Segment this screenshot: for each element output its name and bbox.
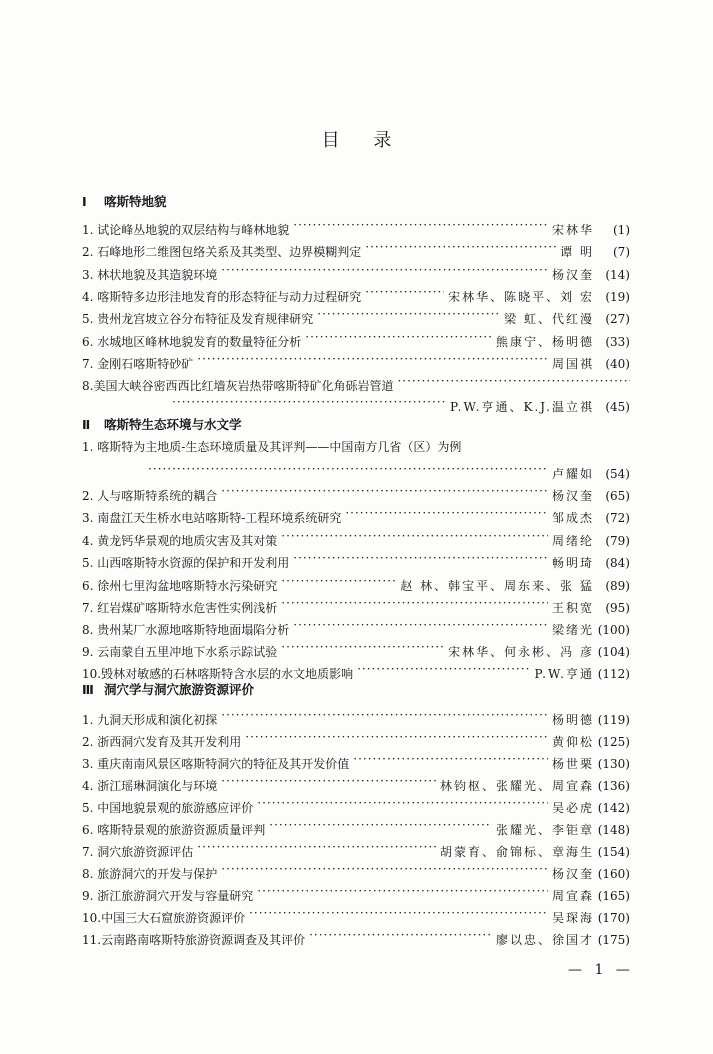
entry-title: 8. 旅游洞穴的开发与保护	[82, 867, 218, 881]
toc-entry	[82, 238, 630, 259]
entry-title: 7. 金刚石喀斯特砂矿	[82, 357, 194, 371]
entry-authors: 畅明琦	[551, 556, 594, 570]
entry-title: 4. 浙江瑶琳洞演化与环境	[82, 779, 218, 793]
section-title: 喀斯特地貌	[104, 194, 167, 209]
entry-page: (27)	[605, 312, 630, 326]
entry-title: 1. 九洞天形成和演化初探	[82, 713, 218, 727]
entry-title: 10.毁林对敏感的石林喀斯特含水层的水文地质影响	[82, 667, 354, 681]
entry-authors: 吴必虎	[551, 801, 594, 815]
entry-title: 5. 山西喀斯特水资源的保护和开发利用	[82, 556, 290, 570]
dot-leader	[221, 261, 548, 279]
toc-entry	[82, 328, 630, 349]
entry-page: (40)	[605, 357, 630, 371]
toc-entry	[82, 305, 630, 326]
entry-title: 3. 林状地貌及其造貌环境	[82, 268, 218, 282]
entry-page: (54)	[605, 467, 630, 481]
page-title: 目 录	[321, 130, 406, 151]
toc-entry	[82, 438, 630, 456]
dot-leader	[281, 594, 548, 612]
dot-leader	[197, 350, 548, 368]
toc-entry	[82, 638, 630, 659]
entry-authors: 周国祺	[551, 357, 594, 371]
dot-leader	[293, 216, 548, 234]
entry-authors: 卢耀如	[551, 467, 594, 481]
entry-page: (112)	[597, 667, 630, 681]
entry-page: (154)	[597, 845, 630, 859]
dot-leader	[221, 706, 548, 724]
entry-title: 1. 试论峰丛地貌的双层结构与峰林地貌	[82, 223, 290, 237]
dot-leader	[281, 572, 396, 590]
entry-title: 5. 中国地貌景观的旅游感应评价	[82, 801, 254, 815]
entry-authors: 宋林华、何永彬、冯 彦	[448, 645, 594, 659]
entry-authors: 林钧枢、张耀光、周宣森	[439, 779, 594, 793]
entry-authors: 赵 林、韩宝平、周东来、张 猛	[400, 579, 594, 593]
toc-entry	[82, 572, 630, 593]
dot-leader	[148, 460, 548, 478]
section-heading	[82, 681, 254, 699]
entry-authors: 梁绪光	[551, 623, 594, 637]
dot-leader	[245, 728, 548, 746]
entry-title: 8.美国大峡谷密西西比红墙灰岩热带喀斯特矿化角砾岩管道	[82, 379, 394, 393]
entry-page: (79)	[605, 534, 630, 548]
entry-authors: 杨汉奎	[551, 867, 594, 881]
entry-page: (95)	[605, 601, 630, 615]
section-number: Ⅲ	[82, 682, 94, 697]
entry-authors: 廖以忠、徐国才	[495, 933, 594, 947]
entry-page: (72)	[605, 511, 630, 525]
entry-page: (84)	[605, 556, 630, 570]
entry-title: 3. 重庆南南风景区喀斯特洞穴的特征及其开发价值	[82, 757, 350, 771]
toc-entry-continued	[82, 460, 630, 481]
toc-entry	[82, 772, 630, 793]
dot-leader	[281, 638, 444, 656]
dot-leader	[293, 549, 548, 567]
entry-authors: 王积宽	[551, 601, 594, 615]
page-number: — 1 —	[568, 962, 634, 978]
toc-entry	[82, 904, 630, 925]
toc-entry	[82, 504, 630, 525]
entry-title: 3. 南盘江天生桥水电站喀斯特-工程环境系统研究	[82, 511, 342, 525]
entry-page: (89)	[605, 579, 630, 593]
toc-entry	[82, 860, 630, 881]
dot-leader	[305, 328, 492, 346]
dot-leader	[221, 482, 548, 500]
toc-entry	[82, 616, 630, 637]
entry-page: (130)	[597, 757, 630, 771]
dot-leader	[221, 860, 548, 878]
section-title: 洞穴学与洞穴旅游资源评价	[104, 682, 255, 697]
entry-title: 4. 喀斯特多边形洼地发育的形态特征与动力过程研究	[82, 290, 362, 304]
toc-entry	[82, 728, 630, 749]
entry-page: (65)	[605, 489, 630, 503]
section-number: Ⅰ	[82, 194, 87, 209]
toc-entry	[82, 350, 630, 371]
entry-title: 7. 红岩煤矿喀斯特水危害性实例浅析	[82, 601, 278, 615]
dot-leader	[293, 616, 548, 634]
entry-authors: 吴琛海	[551, 911, 594, 925]
dot-leader	[269, 816, 492, 834]
entry-title: 6. 徐州七里沟盆地喀斯特水污染研究	[82, 579, 278, 593]
entry-page: (7)	[613, 245, 630, 259]
entry-page: (142)	[597, 801, 630, 815]
entry-authors: 杨世栗	[551, 757, 594, 771]
toc-entry	[82, 527, 630, 548]
toc-entry	[82, 750, 630, 771]
dot-leader	[357, 660, 530, 678]
entry-page: (165)	[597, 889, 630, 903]
entry-page: (33)	[605, 335, 630, 349]
toc-entry	[82, 283, 630, 304]
entry-title: 2. 人与喀斯特系统的耦合	[82, 489, 218, 503]
dot-leader	[365, 238, 556, 256]
dot-leader	[397, 372, 630, 390]
entry-title: 2. 石峰地形二维图包络关系及其类型、边界模糊判定	[82, 245, 362, 259]
section-heading	[82, 193, 167, 211]
dot-leader	[353, 750, 548, 768]
entry-authors: 张耀光、李钜章	[495, 823, 594, 837]
entry-title: 8. 贵州某厂水源地喀斯特地面塌陷分析	[82, 623, 290, 637]
entry-title: 10.中国三大石窟旅游资源评价	[82, 911, 246, 925]
entry-title: 2. 浙西洞穴发育及其开发利用	[82, 735, 242, 749]
dot-leader	[317, 305, 500, 323]
toc-entry-continued	[82, 393, 630, 414]
entry-page: (170)	[597, 911, 630, 925]
entry-page: (136)	[597, 779, 630, 793]
entry-title: 7. 洞穴旅游资源评估	[82, 845, 194, 859]
toc-entry	[82, 660, 630, 681]
section-heading	[82, 416, 242, 434]
entry-page: (14)	[605, 268, 630, 282]
toc-entry	[82, 594, 630, 615]
dot-leader	[257, 794, 548, 812]
toc-entry	[82, 372, 630, 393]
dot-leader	[172, 393, 446, 411]
entry-page: (175)	[597, 933, 630, 947]
entry-authors: 梁 虹、代红漫	[504, 312, 594, 326]
entry-title: 9. 云南蒙自五里冲地下水系示踪试验	[82, 645, 278, 659]
entry-page: (104)	[597, 645, 630, 659]
toc-entry	[82, 261, 630, 282]
toc-entry	[82, 882, 630, 903]
section-number: Ⅱ	[82, 417, 91, 432]
entry-authors: P.W.亨通、K.J.温立祺	[450, 400, 594, 414]
entry-authors: 熊康宁、杨明德	[495, 335, 594, 349]
toc-entry	[82, 794, 630, 815]
entry-page: (45)	[605, 400, 630, 414]
toc-entry	[82, 482, 630, 503]
dot-leader	[345, 504, 548, 522]
entry-title: 11.云南路南喀斯特旅游资源调查及其评价	[82, 933, 306, 947]
toc-entry	[82, 216, 630, 237]
section-title: 喀斯特生态环境与水文学	[104, 417, 242, 432]
entry-page: (19)	[605, 290, 630, 304]
toc-entry	[82, 926, 630, 947]
toc-entry	[82, 816, 630, 837]
entry-authors: 杨明德	[551, 713, 594, 727]
entry-title: 4. 黄龙钙华景观的地质灾害及其对策	[82, 534, 278, 548]
entry-title: 9. 浙江旅游洞穴开发与容量研究	[82, 889, 254, 903]
dot-leader	[249, 904, 548, 922]
dot-leader	[257, 882, 548, 900]
dot-leader	[309, 926, 492, 944]
entry-authors: 周绪纶	[551, 534, 594, 548]
entry-page: (125)	[597, 735, 630, 749]
entry-authors: 胡蒙育、俞锦标、章海生	[439, 845, 594, 859]
entry-authors: 黄仰松	[551, 735, 594, 749]
entry-page: (1)	[613, 223, 630, 237]
entry-page: (100)	[597, 623, 630, 637]
entry-authors: 杨汉奎	[551, 489, 594, 503]
entry-authors: 周宣森	[551, 889, 594, 903]
entry-authors: 谭 明	[560, 245, 594, 259]
entry-title: 5. 贵州龙宫坡立谷分布特征及发育规律研究	[82, 312, 314, 326]
toc-entry	[82, 549, 630, 570]
entry-title: 6. 喀斯特景观的旅游资源质量评判	[82, 823, 266, 837]
entry-authors: P.W.亨通	[534, 667, 594, 681]
entry-authors: 邹成杰	[551, 511, 594, 525]
entry-title: 6. 水城地区峰林地貌发育的数量特征分析	[82, 335, 302, 349]
entry-authors: 宋林华、陈晓平、刘 宏	[448, 290, 594, 304]
entry-authors: 宋林华	[551, 223, 594, 237]
toc-entry	[82, 838, 630, 859]
dot-leader	[281, 527, 548, 545]
toc-entry	[82, 706, 630, 727]
dot-leader	[221, 772, 436, 790]
entry-page: (119)	[597, 713, 630, 727]
entry-title: 1. 喀斯特为主地质-生态环境质量及其评判——中国南方几省（区）为例	[82, 440, 462, 454]
dot-leader	[197, 838, 436, 856]
entry-page: (160)	[597, 867, 630, 881]
entry-authors: 杨汉奎	[551, 268, 594, 282]
entry-page: (148)	[597, 823, 630, 837]
dot-leader	[365, 283, 444, 301]
